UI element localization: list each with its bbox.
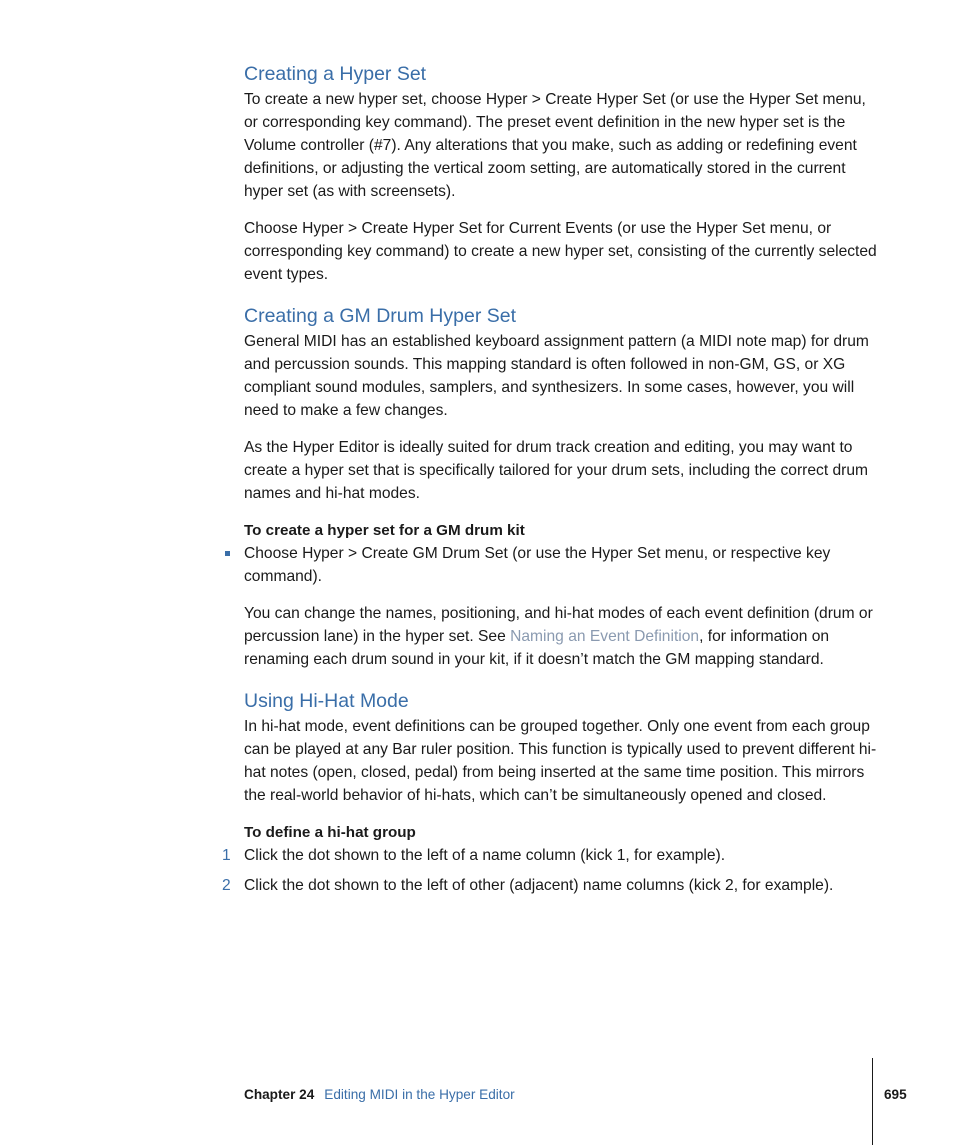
step-text: Click the dot shown to the left of a name column (kick 1, for example). <box>244 847 726 864</box>
task-heading: To create a hyper set for a GM drum kit <box>244 522 525 539</box>
text: , for information on renaming each drum sound in your kit, if it doesn’t match the GM mapping standard. <box>244 628 830 668</box>
paragraph: Choose Hyper > Create Hyper Set for Current Events (or use the Hyper Set menu, or corresponding key command) to create a new hyper set, consisting of the currently selected event types. <box>244 220 877 283</box>
square-bullet-icon <box>225 551 230 556</box>
paragraph: General MIDI has an established keyboard assignment pattern (a MIDI note map) for drum and percussion sounds. This mapping standard is often followed in non-GM, GS, or XG compliant sound modules, samplers, and synthesizers. In some cases, however, you will need to make a few changes. <box>244 333 869 419</box>
cross-reference-link[interactable]: Naming an Event Definition <box>510 628 700 645</box>
page-number: 695 <box>884 1087 907 1102</box>
text: You can change the names, positioning, and hi-hat modes of each event definition (drum or percussion lane) in the hyper set. See <box>244 605 873 645</box>
section-heading-hyper-set: Creating a Hyper Set <box>244 63 427 85</box>
section-heading-hihat: Using Hi-Hat Mode <box>244 690 409 712</box>
paragraph: As the Hyper Editor is ideally suited for drum track creation and editing, you may want to create a hyper set that is specifically tailored for your drum sets, including the correct drum names and hi-hat modes. <box>244 439 869 502</box>
paragraph: In hi-hat mode, event definitions can be grouped together. Only one event from each group can be played at any Bar ruler position. This function is typically used to prevent different hi-hat notes (open, closed, pedal) from being inserted at the same time position. This mirrors the real-world behavior of hi-hats, which can’t be simultaneously opened and closed. <box>244 718 877 804</box>
footer-divider <box>872 1058 873 1145</box>
section-heading-gm-drum: Creating a GM Drum Hyper Set <box>244 305 517 327</box>
bullet-item <box>244 542 879 588</box>
step-item <box>222 844 879 867</box>
page-footer <box>244 1086 515 1104</box>
footer-chapter-title: Editing MIDI in the Hyper Editor <box>324 1087 515 1102</box>
task-heading: To define a hi-hat group <box>244 824 416 841</box>
step-item <box>222 874 879 897</box>
page-content <box>222 60 879 897</box>
step-text: Click the dot shown to the left of other (adjacent) name columns (kick 2, for example). <box>244 877 834 894</box>
step-number: 2 <box>222 877 231 894</box>
bullet-text: Choose Hyper > Create GM Drum Set (or use the Hyper Set menu, or respective key command). <box>244 545 831 585</box>
paragraph <box>244 602 879 671</box>
footer-chapter: Chapter 24 <box>244 1087 315 1102</box>
paragraph: To create a new hyper set, choose Hyper > Create Hyper Set (or use the Hyper Set menu, or corresponding key command). The preset event definition in the new hyper set is the Volume controller (#7). Any alterations that you make, such as adding or redefining event definitions, or adjusting the vertical zoom setting, are automatically stored in the current hyper set (as with screensets). <box>244 91 866 200</box>
step-number: 1 <box>222 847 231 864</box>
